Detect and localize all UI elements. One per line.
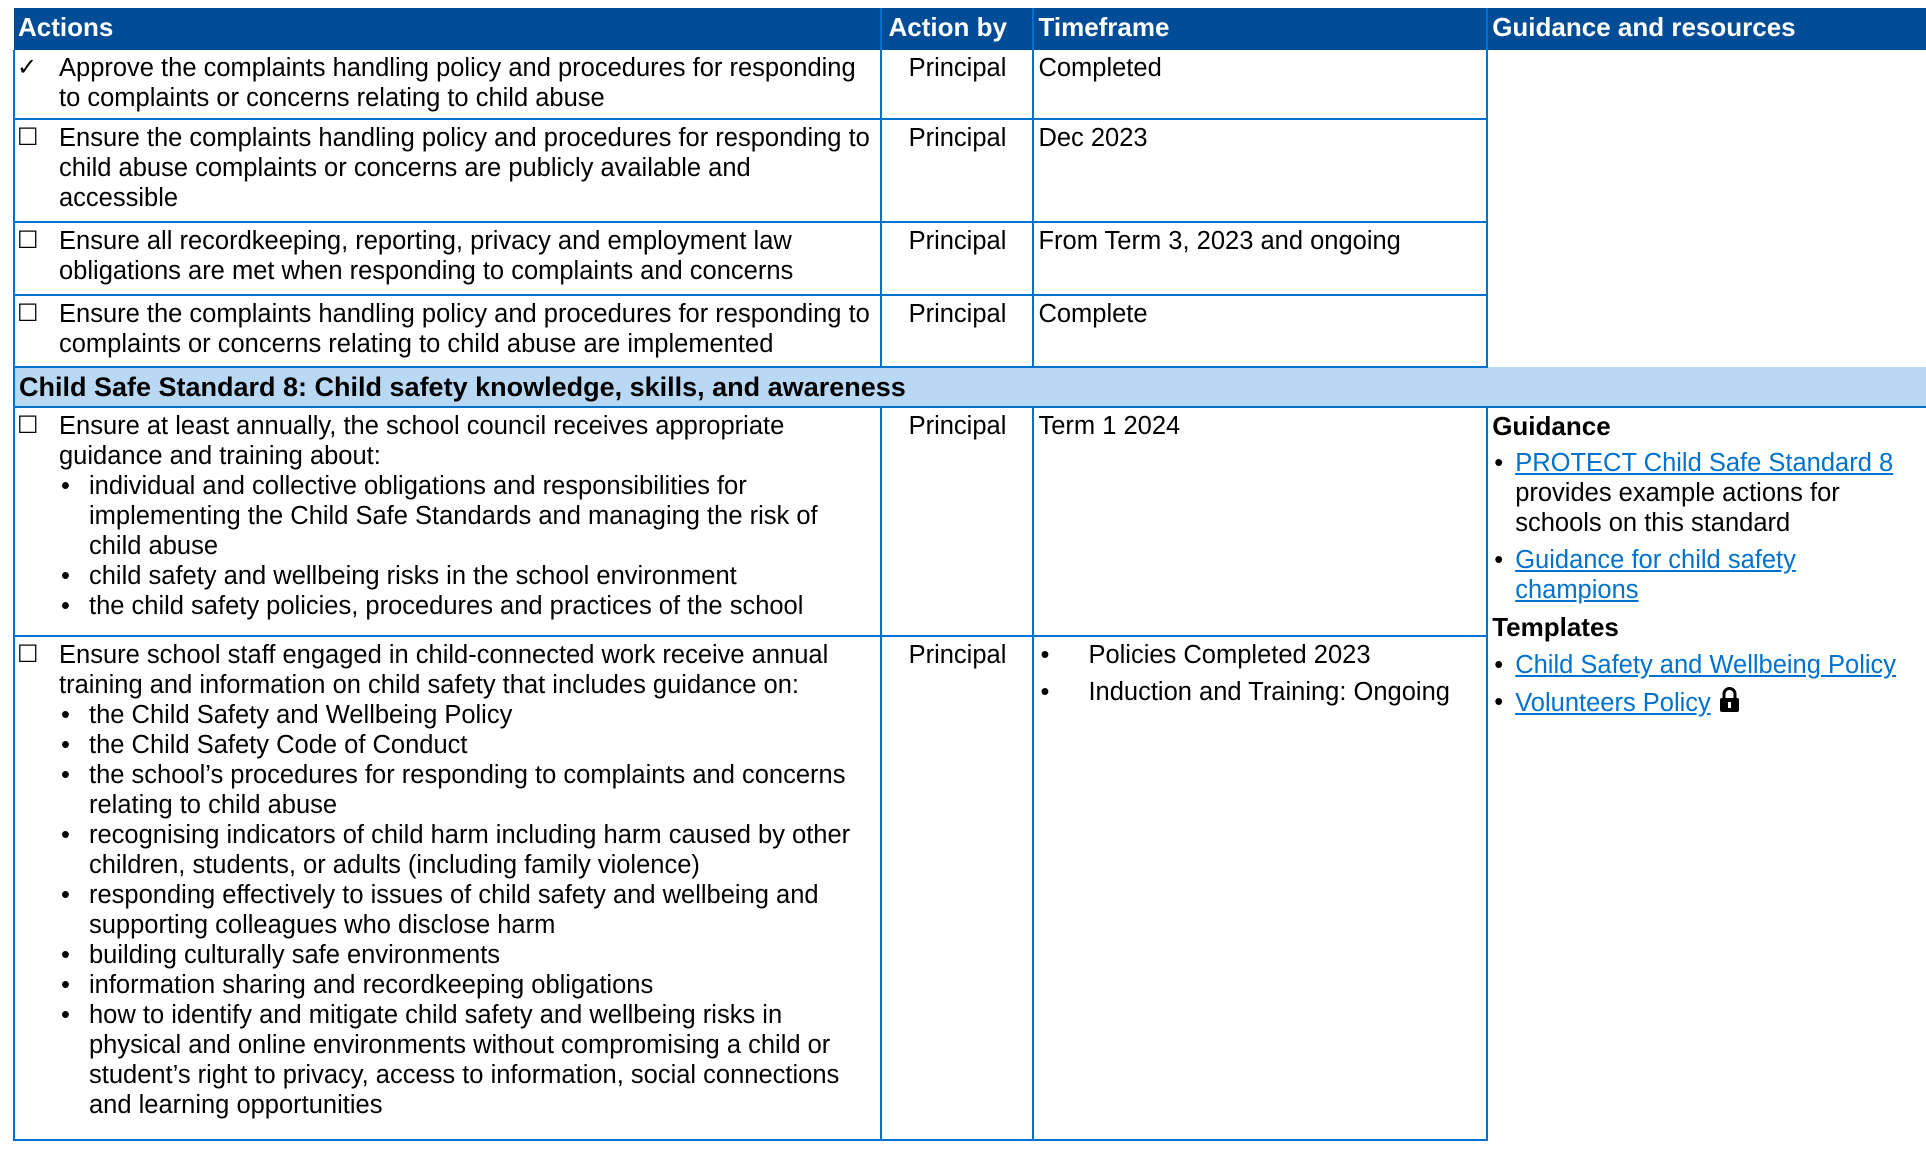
volunteers-policy-link[interactable]: Volunteers Policy: [1515, 689, 1711, 717]
timeframe: Complete: [1033, 295, 1487, 367]
list-item: • the child safety policies, procedures and practices of the school: [59, 591, 876, 621]
child-safety-wellbeing-policy-link[interactable]: Child Safety and Wellbeing Policy: [1515, 651, 1897, 679]
list-item: [1492, 687, 1926, 720]
header-timeframe: Timeframe: [1033, 8, 1487, 50]
action-by: Principal: [881, 222, 1033, 295]
list-item: • the school’s procedures for responding to complaints and concerns relating to child abuse: [59, 760, 876, 820]
timeframe: From Term 3, 2023 and ongoing: [1033, 222, 1487, 295]
checkbox-icon[interactable]: ☐: [17, 227, 39, 254]
checkbox-icon[interactable]: ☐: [17, 124, 39, 151]
list-item: • responding effectively to issues of child safety and wellbeing and supporting colleagues who disclose harm: [59, 880, 876, 940]
template-links: [1492, 650, 1926, 720]
guidance-cell-empty: [1487, 50, 1926, 367]
link-description: provides example actions for schools on this standard: [1515, 479, 1840, 537]
timeframe: Dec 2023: [1033, 119, 1487, 222]
list-item: • information sharing and recordkeeping obligations: [59, 970, 876, 1000]
list-item: [1492, 448, 1926, 538]
lock-icon: [1719, 687, 1740, 720]
templates-heading: Templates: [1492, 612, 1619, 642]
action-text: Approve the complaints handling policy and procedures for responding to complaints or concerns relating to child abuse: [59, 54, 856, 112]
action-text: Ensure the complaints handling policy and procedures for responding to complaints or concerns relating to child abuse are implemented: [59, 300, 870, 358]
list-item: [1492, 650, 1926, 680]
checkbox-icon[interactable]: ☐: [17, 641, 39, 668]
action-by: Principal: [881, 295, 1033, 367]
action-sub-list: [59, 471, 876, 621]
checkbox-icon[interactable]: ☐: [17, 300, 39, 327]
list-item: • building culturally safe environments: [59, 940, 876, 970]
timeframe: Term 1 2024: [1033, 407, 1487, 636]
header-action-by: Action by: [881, 8, 1033, 50]
action-by: Principal: [881, 407, 1033, 636]
timeframe: Completed: [1033, 50, 1487, 119]
header-actions: Actions: [14, 8, 881, 50]
action-plan-table: [13, 8, 1926, 1141]
timeframe-list: [1038, 640, 1486, 707]
list-item: • how to identify and mitigate child safety and wellbeing risks in physical and online environments without compromising a child or student’s right to privacy, access to information, social connections and learning opportunities: [59, 1000, 876, 1120]
list-item: • Policies Completed 2023: [1038, 640, 1486, 670]
table-row: [14, 407, 1926, 636]
list-item: • Induction and Training: Ongoing: [1038, 677, 1486, 707]
action-by: Principal: [881, 636, 1033, 1140]
action-sub-list: [59, 700, 876, 1120]
list-item: • child safety and wellbeing risks in the school environment: [59, 561, 876, 591]
list-item: • recognising indicators of child harm including harm caused by other children, students, or adults (including family violence): [59, 820, 876, 880]
header-guidance: Guidance and resources: [1487, 8, 1926, 50]
action-by: Principal: [881, 119, 1033, 222]
protect-standard-8-link[interactable]: PROTECT Child Safe Standard 8: [1515, 449, 1894, 477]
action-text: Ensure school staff engaged in child-connected work receive annual training and information on child safety that includes guidance on:: [59, 641, 829, 699]
list-item: • the Child Safety and Wellbeing Policy: [59, 700, 876, 730]
list-item: • the Child Safety Code of Conduct: [59, 730, 876, 760]
checkmark-icon: ✓: [17, 54, 38, 81]
list-item: • individual and collective obligations and responsibilities for implementing the Child Safe Standards and managing the risk of child abuse: [59, 471, 876, 561]
child-safety-champions-link[interactable]: Guidance for child safety champions: [1515, 546, 1796, 604]
table-row: [14, 50, 1926, 119]
section-title: Child Safe Standard 8: Child safety knowledge, skills, and awareness: [14, 367, 1926, 407]
guidance-links: [1492, 448, 1926, 605]
action-text: Ensure at least annually, the school council receives appropriate guidance and training about:: [59, 412, 785, 470]
checkbox-icon[interactable]: ☐: [17, 412, 39, 439]
section-row: [14, 367, 1926, 407]
guidance-heading: Guidance: [1492, 411, 1611, 441]
action-text: Ensure the complaints handling policy and procedures for responding to child abuse complaints or concerns are publicly available and accessible: [59, 124, 870, 212]
action-text: Ensure all recordkeeping, reporting, privacy and employment law obligations are met when responding to complaints and concerns: [59, 227, 794, 285]
guidance-resources: [1487, 407, 1926, 1140]
action-by: Principal: [881, 50, 1033, 119]
table-header-row: [14, 8, 1926, 50]
list-item: [1492, 545, 1926, 605]
